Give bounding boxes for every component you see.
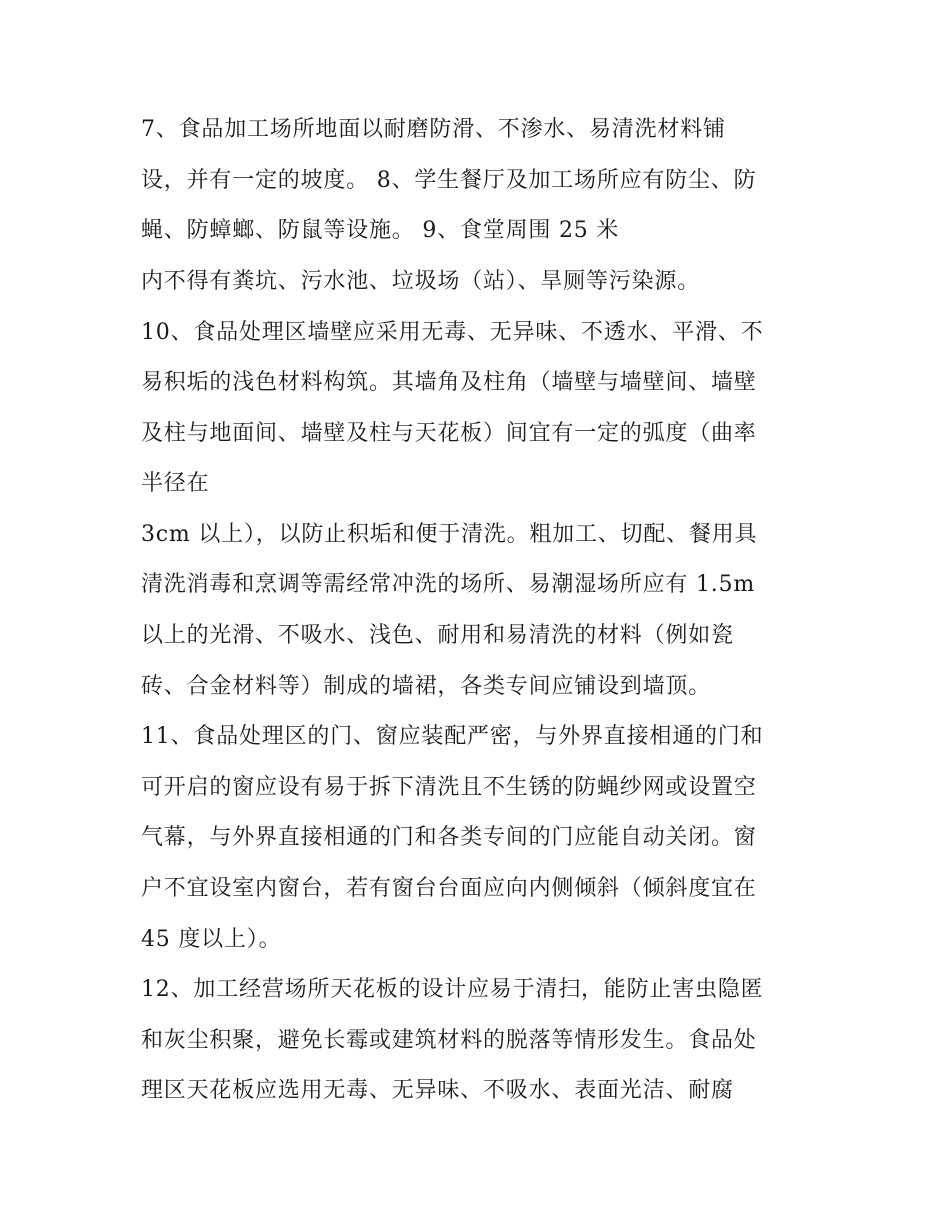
text-line: 和灰尘积聚，避免长霉或建筑材料的脱落等情形发生。食品处 [141,1028,757,1053]
text-line: 12、加工经营场所天花板的设计应易于清扫，能防止害虫隐匿 [141,977,764,1002]
text-line: 设，并有一定的坡度。 8、学生餐厅及加工场所应有防尘、防 [141,168,757,193]
text-line: 7、食品加工场所地面以耐磨防滑、不渗水、易清洗材料铺 [141,117,726,142]
text-line: 3cm 以上），以防止积垢和便于清洗。粗加工、切配、餐用具 [141,522,758,547]
text-line: 半径在 [141,471,210,496]
text-line: 内不得有粪坑、污水池、垃圾场（站）、旱厕等污染源。 [141,269,701,294]
text-line: 10、食品处理区墙壁应采用无毒、无异味、不透水、平滑、不 [141,320,764,345]
text-line: 气幕，与外界直接相通的门和各类专间的门应能自动关闭。窗 [141,825,757,850]
text-line: 砖、合金材料等）制成的墙裙，各类专间应铺设到墙顶。 [141,674,712,699]
text-line: 以上的光滑、不吸水、浅色、耐用和易清洗的材料（例如瓷 [141,623,734,648]
text-line: 蝇、防蟑螂、防鼠等设施。 9、食堂周围 25 米 [141,218,620,243]
text-line: 及柱与地面间、墙壁及柱与天花板）间宜有一定的弧度（曲率 [141,421,757,446]
text-line: 易积垢的浅色材料构筑。其墙角及柱角（墙壁与墙壁间、墙壁 [141,370,757,395]
text-line: 可开启的窗应设有易于拆下清洗且不生锈的防蝇纱网或设置空 [141,775,757,800]
text-line: 45 度以上）。 [141,927,282,952]
text-line: 11、食品处理区的门、窗应装配严密，与外界直接相通的门和 [141,724,764,749]
text-line: 清洗消毒和烹调等需经常冲洗的场所、易潮湿场所应有 1.5m [141,572,756,597]
text-line: 理区天花板应选用无毒、无异味、不吸水、表面光洁、耐腐 [141,1078,734,1103]
text-line: 户不宜设室内窗台，若有窗台台面应向内侧倾斜（倾斜度宜在 [141,876,757,901]
